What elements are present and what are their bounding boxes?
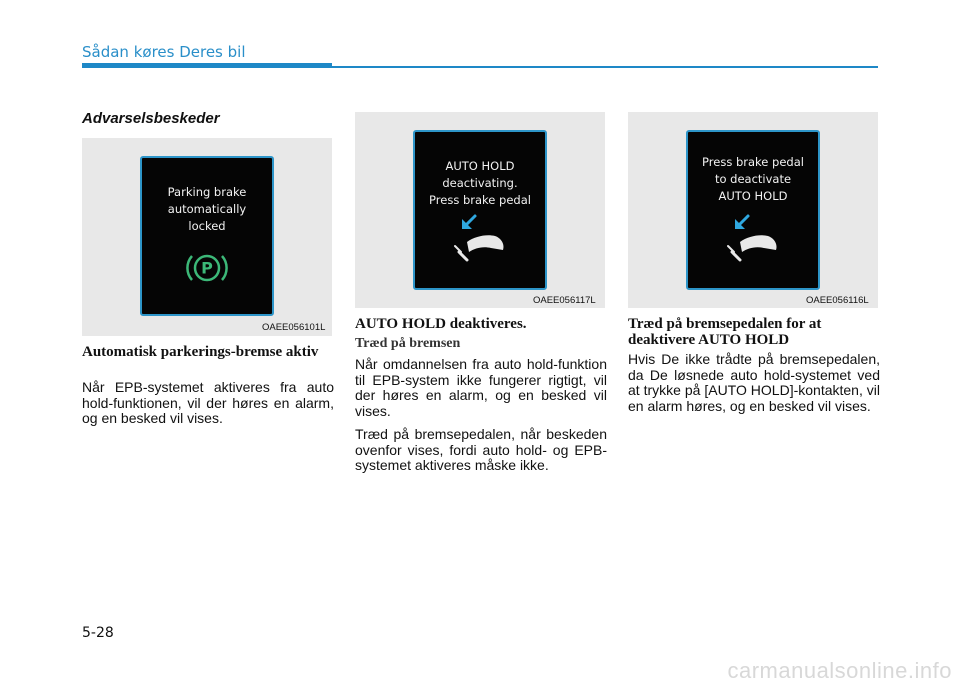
cluster-screen (686, 130, 820, 290)
svg-text:P: P (201, 258, 213, 278)
cluster-screen (140, 156, 274, 316)
caption-press-brake-to-deactivate: Træd på bremsepedalen for at deaktivere AUTO HOLD (628, 316, 822, 348)
screen-line: to deactivate (714, 172, 792, 186)
section-heading: Advarselsbeskeder (82, 110, 220, 127)
body-paragraph: Hvis De ikke trådte på bremsepedalen, da De løsnede auto hold-systemet ved at trykke på [AUTO HOLD]-kontakten, vil en alarm høres, og en besked vil vises. (628, 351, 880, 414)
screen-line: automatically (167, 202, 247, 216)
subcaption-step-on-brake: Træd på bremsen (355, 336, 461, 351)
body-paragraph: Når EPB-systemet aktiveres fra auto hold-funktionen, vil der høres en alarm, og en besked vil vises. (82, 379, 334, 426)
figure-code: OAEE056117L (533, 295, 596, 306)
brake-pedal-arrow-icon (726, 212, 786, 262)
screen-line: deactivating. (442, 176, 518, 190)
page-number: 5-28 (82, 625, 114, 641)
caption-parking-brake: Automatisk parkerings-bremse aktiv (82, 344, 319, 360)
parking-brake-p-icon (182, 250, 232, 286)
screen-line: Press brake pedal (702, 155, 804, 169)
screen-line: locked (188, 219, 226, 233)
figure-press-brake-to-deactivate (628, 112, 878, 308)
body-paragraph: Når omdannelsen fra auto hold-funktion til EPB-system ikke fungerer rigtigt, vil der høres en alarm, og en besked vil vises. (355, 356, 607, 419)
cluster-screen (413, 130, 547, 290)
brake-pedal-arrow-icon (453, 212, 513, 262)
figure-code: OAEE056101L (262, 322, 326, 333)
header-title: Sådan køres Deres bil (82, 43, 246, 61)
screen-line: AUTO HOLD (445, 159, 515, 173)
figure-auto-hold-deactivating (355, 112, 605, 308)
figure-parking-brake (82, 138, 332, 336)
header-rule-thin (332, 66, 878, 68)
screen-line: Press brake pedal (429, 193, 531, 207)
caption-auto-hold-deactivating: AUTO HOLD deaktiveres. (355, 316, 527, 332)
watermark: carmanualsonline.info (727, 658, 952, 683)
figure-code: OAEE056116L (806, 295, 869, 306)
screen-line: Parking brake (167, 185, 247, 199)
screen-line: AUTO HOLD (718, 189, 788, 203)
body-paragraph: Træd på bremsepedalen, når beskeden ovenfor vises, fordi auto hold- og EPB-systemet aktiveres måske ikke. (355, 426, 607, 473)
header-rule-thick (82, 63, 332, 68)
